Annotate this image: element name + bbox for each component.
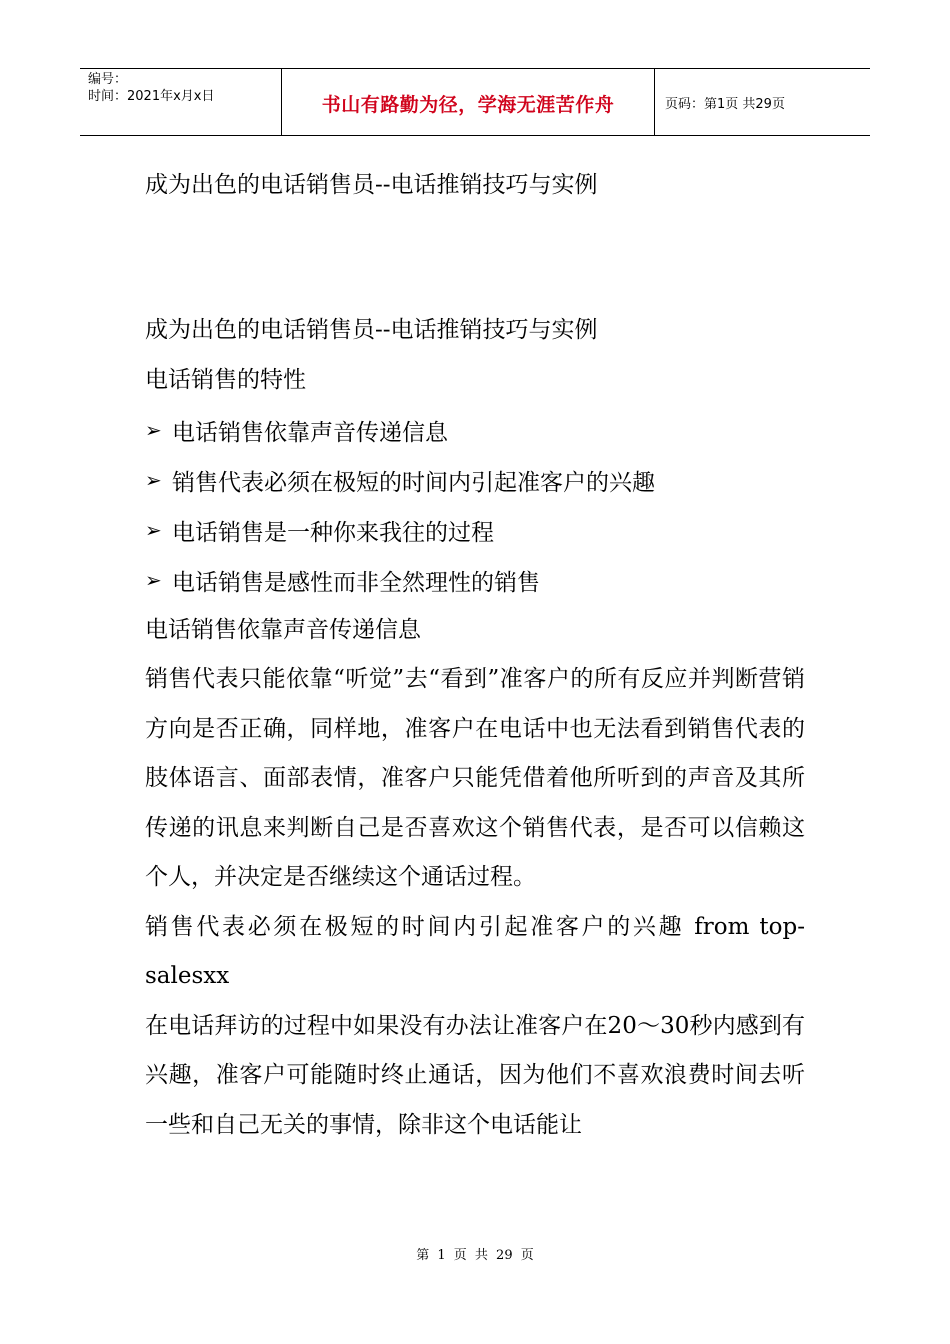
time-label: 时间：2021年x月x日 (88, 89, 215, 104)
cover-title: 成为出色的电话销售员--电话推销技巧与实例 (145, 172, 598, 198)
bullet-item (145, 455, 805, 505)
number-label: 编号： (88, 72, 128, 87)
document-title: 成为出色的电话销售员--电话推销技巧与实例 (145, 317, 598, 343)
arrow-bullet-icon: ➢ (145, 418, 162, 442)
paragraph: 在电话拜访的过程中如果没有办法让准客户在20～30秒内感到有兴趣，准客户可能随时终止通话，因为他们不喜欢浪费时间去听一些和自己无关的事情，除非这个电话能让 (145, 1012, 805, 1138)
bullet-text: 销售代表必须在极短的时间内引起准客户的兴趣 (172, 469, 655, 496)
bullet-item (145, 555, 805, 605)
sub-heading: 销售代表必须在极短的时间内引起准客户的兴趣 from top-salesxx (145, 913, 805, 989)
arrow-bullet-icon: ➢ (145, 468, 162, 492)
sub-heading: 电话销售依靠声音传递信息 (145, 617, 421, 643)
arrow-bullet-icon: ➢ (145, 568, 162, 592)
paragraph: 销售代表只能依靠“听觉”去“看到”准客户的所有反应并判断营销方向是否正确，同样地，准客户在电话中也无法看到销售代表的肢体语言、面部表情，准客户只能凭借着他所听到的声音及其所传递的讯息来判断自己是否喜欢这个销售代表，是否可以信赖这个人，并决定是否继续这个通话过程。 (145, 666, 805, 890)
bullet-text: 电话销售是一种你来我往的过程 (172, 519, 494, 546)
arrow-bullet-icon: ➢ (145, 518, 162, 542)
page-header (80, 68, 870, 136)
bullet-item (145, 405, 805, 455)
bullet-item (145, 505, 805, 555)
page-footer: 第 1 页 共 29 页 (416, 1248, 534, 1263)
section-heading: 电话销售的特性 (145, 367, 306, 393)
document-body (145, 165, 805, 1150)
header-page-cell (655, 69, 870, 135)
spacer (145, 205, 805, 305)
page-number-label: 页码：第1页 共29页 (665, 96, 785, 112)
header-meta-cell (80, 69, 282, 135)
header-motto-cell (282, 69, 655, 135)
bullet-text: 电话销售依靠声音传递信息 (172, 419, 448, 446)
motto-text: 书山有路勤为径，学海无涯苦作舟 (321, 93, 615, 116)
bullet-text: 电话销售是感性而非全然理性的销售 (172, 569, 540, 596)
